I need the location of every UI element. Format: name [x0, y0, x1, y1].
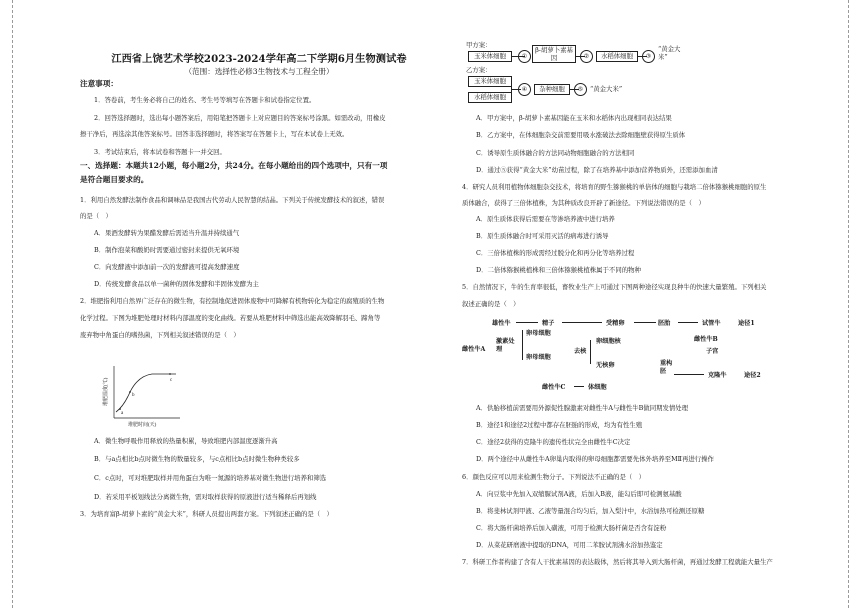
step-5: ⑤ — [574, 83, 587, 96]
notice-item: 3．考试结束后，将本试卷和答题卡一并交回。 — [94, 148, 226, 156]
q4-option-c: C．三倍体植株的形成需经过脱分化和再分化等培养过程 — [476, 249, 635, 257]
q5-option-a: A．供胎移植前需要用外源促性腺激素对雌性牛A与雌性牛B做同期发情处理 — [476, 404, 689, 412]
hybrid-cell-box: 杂种细胞 — [534, 84, 570, 95]
q3-option-d: D．通过⑤获得“黄金大米”幼苗过程，除了在培养基中添加营养物质外，还需添加血清 — [476, 166, 718, 174]
q3-stem: 3．为培育富β-胡萝卜素的“黄金大米”，科研人员提出两套方案。下列叙述正确的是（ ） — [80, 510, 333, 518]
q4-option-a: A．原生质体获得后需要在等渗培养液中进行培养 — [476, 215, 615, 223]
q4-stem-cont: 质体融合，获得了三倍体植株，为其种质改良开辟了新途径。下列说法错误的是（ ） — [462, 199, 705, 207]
q2-option-d: D．若采用平板划线法分离微生物，需对取样获得的原液进行适当稀释后再划线 — [94, 493, 317, 501]
q4-option-d: D．二倍体猕猴桃植株和三倍体猕猴桃植株属于不同的物种 — [476, 266, 641, 274]
plan-a-corn-cell: 玉米体细胞 — [468, 51, 512, 62]
binding-dash-right — [848, 0, 849, 608]
q2-option-a: A．微生物呼吸作用释放的热量积累，导致堆肥内部温度逐渐升高 — [94, 437, 278, 445]
notice-item: 2．回答选择题时，选出每小题答案后，用铅笔把答题卡上对应题目的答案标号涂黑。如需改动，用橡皮 — [94, 114, 386, 122]
compost-temperature-graph — [100, 362, 184, 428]
breeding-scheme-diagram — [462, 40, 712, 108]
q3-option-c: C．诱导原生质体融合的方法同动物细胞融合的方法相同 — [476, 149, 635, 157]
step-2: ② — [580, 50, 593, 63]
embryo-label: 胚胎 — [658, 320, 671, 327]
plan-b-label: 乙方案： — [466, 66, 492, 74]
fertilized-egg-label: 受精卵 — [606, 320, 625, 327]
q7-stem: 7．科研工作者构建了含有人干扰素基因的表达载体，然后将其导入到大肠杆菌，再通过发酵工程就能大量生产 — [462, 558, 773, 566]
q3-option-a: A．甲方案中，β-胡萝卜素基因能在玉米和水稻体内出现相同表达结果 — [476, 114, 672, 122]
test-tube-calf-label: 试管牛 — [702, 320, 721, 327]
q2-stem-cont: 废弃物中角蛋白的嗜热菌，下列相关叙述错误的是（ ） — [80, 331, 240, 339]
hormone-label: 激素处理 — [496, 338, 515, 353]
section-heading-cont: 是符合题目要求的。 — [80, 175, 149, 184]
cattle-breeding-diagram — [462, 316, 782, 398]
exam-title: 江西省上饶艺术学校2023-2024学年高二下学期6月生物测试卷 — [111, 53, 407, 65]
q1-option-d: D．传统发酵食品以单一菌种的固体发酵和半固体发酵为主 — [94, 280, 259, 288]
plan-b-rice-cell: 水稻体细胞 — [468, 92, 512, 103]
enucleated-egg-label: 无核卵 — [596, 362, 615, 369]
cow-a-label: 雌性牛A — [462, 346, 486, 353]
path-2-label: 途径2 — [744, 372, 761, 379]
graph-y-label: 堆肥温度(℃) — [104, 377, 109, 406]
q4-option-b: B．原生质体融合时可采用灭活的病毒进行诱导 — [476, 232, 609, 240]
step-1: ① — [518, 50, 531, 63]
q5-option-d: D．两个途径中从雌性牛A卵巢内取得的卵母细胞都需要先体外培养至MⅡ再进行操作 — [476, 455, 714, 463]
q2-stem-cont: 化学过程。下图为堆肥处理时材料内部温度的变化曲线。若要从堆肥材料中筛选出能高效降解羽毛、蹄角等 — [80, 314, 381, 322]
plan-b-result: “黄金大米” — [590, 85, 623, 93]
q1-option-c: C．向发酵液中添加前一次的发酵液可提高发酵速度 — [94, 263, 240, 271]
bull-label: 雄性牛 — [492, 320, 511, 327]
q3-option-b: B．乙方案中，在体细胞杂交前需要用吸水涨破法去除细胞壁获得原生质体 — [476, 131, 686, 139]
body-cell-label: 体细胞 — [588, 384, 607, 391]
sperm-label: 精子 — [542, 320, 555, 327]
section-heading: 一、选择题：本题共12小题，每小题2分，共24分。在每小题给出的四个选项中，只有一项 — [80, 161, 388, 170]
q6-option-c: C．将大肠杆菌培养后加入磺液，可用于检测大肠杆菌是否含有淀粉 — [476, 524, 667, 532]
plan-a-label: 甲方案： — [466, 41, 492, 49]
q4-stem: 4．研究人员利用植物体细胞杂交技术，将培育的野生猕猴桃的单倍体的细胞与栽培二倍体猕猴桃细胞的原生 — [462, 183, 767, 191]
graph-x-label: 堆肥时间(天) — [128, 423, 157, 428]
oocyte-label: 卵母细胞 — [526, 354, 551, 361]
plan-b-corn-cell: 玉米体细胞 — [468, 76, 512, 87]
denucleate-label: 去核 — [574, 348, 587, 355]
q1-option-a: A．果酒发酵转为果醋发酵后需适当升温并持续通气 — [94, 229, 240, 237]
q5-option-b: B．途径1和途径2过程中都存在胚胎的形成，均为有性生殖 — [476, 421, 643, 429]
q1-stem: 1．利用自然发酵法制作食品和调味品是我国古代劳动人民智慧的结晶。下列关于传统发酵技术的叙述，错误 — [80, 196, 385, 204]
notice-item: 擦干净后，再选涂其他答案标号。回答非选择题时，将答案写在答题卡上，写在本试卷上无效。 — [80, 130, 349, 138]
left-column — [80, 0, 438, 608]
oocyte-label: 卵母细胞 — [526, 330, 551, 337]
q2-stem: 2．堆肥指利用自然界广泛存在的微生物，有控制地促进固体废物中可降解有机物转化为稳定的腐殖质的生物 — [80, 297, 385, 305]
q6-stem: 6．颜色反应可以用来检测生物分子。下列说法不正确的是（ ） — [462, 473, 646, 481]
q6-option-d: D．从菜花研磨液中提取的DNA，可用二苯胺试剂沸水浴加热鉴定 — [476, 541, 663, 549]
cow-b-label: 雌性牛B — [694, 336, 718, 343]
notice-item: 1．答卷前，考生务必将自己的姓名、考生号等填写在答题卡和试卷指定位置。 — [94, 96, 316, 104]
q5-option-c: C．途径2获得的克隆牛的遗传性状完全由雌性牛C决定 — [476, 438, 631, 446]
notice-heading: 注意事项： — [80, 79, 118, 88]
q2-option-c: C．c点时，可对堆肥取样并用角蛋白为唯一氮源的培养基对微生物进行培养和筛选 — [94, 474, 327, 482]
exam-scope: （范围：选择性必修3生物技术与工程全册） — [184, 67, 334, 76]
oocyte-nucleus-label: 卵细胞核 — [596, 338, 621, 345]
q6-option-b: B．将斐林试剂甲液、乙液等量混合均匀后，加入梨汁中，水浴加热可检测还原糖 — [476, 507, 705, 515]
plan-a-result: “黄金大米” — [658, 45, 681, 61]
q5-stem: 5．自然情况下，牛的生育率很低，畜牧业生产上可通过下图两种途径实现良种牛的快速大量繁殖。下列相关 — [462, 283, 767, 291]
plan-a-rice-cell: 水稻体细胞 — [596, 51, 638, 62]
clone-calf-label: 克隆牛 — [708, 372, 727, 379]
uterus-label: 子宫 — [706, 348, 719, 355]
q2-option-b: B．与a点相比b点时微生物的数量较多，与c点相比b点时微生物种类较多 — [94, 455, 300, 463]
q1-stem-cont: 的是（ ） — [80, 212, 112, 220]
q5-stem-cont: 叙述正确的是（ ） — [462, 300, 520, 308]
right-column — [462, 0, 830, 608]
step-3: ③ — [642, 50, 655, 63]
graph-point-b: b — [132, 393, 135, 398]
step-4: ④ — [518, 83, 531, 96]
reconstructed-embryo-label: 重构胚 — [660, 360, 673, 375]
binding-dash-left — [12, 0, 13, 608]
graph-point-a: a — [121, 411, 124, 416]
carotene-gene-box: β-胡萝卜素基因 — [532, 45, 576, 63]
cow-c-label: 雌性牛C — [542, 384, 566, 391]
graph-point-c: c — [170, 378, 173, 383]
q6-option-a: A．向豆浆中先加入双缩脲试剂A液，后加入B液，能勾后即可检测氨基酸 — [476, 490, 682, 498]
path-1-label: 途径1 — [738, 320, 755, 327]
q1-option-b: B．制作泡菜和酸奶时需要通过密封来提供无氧环境 — [94, 246, 240, 254]
